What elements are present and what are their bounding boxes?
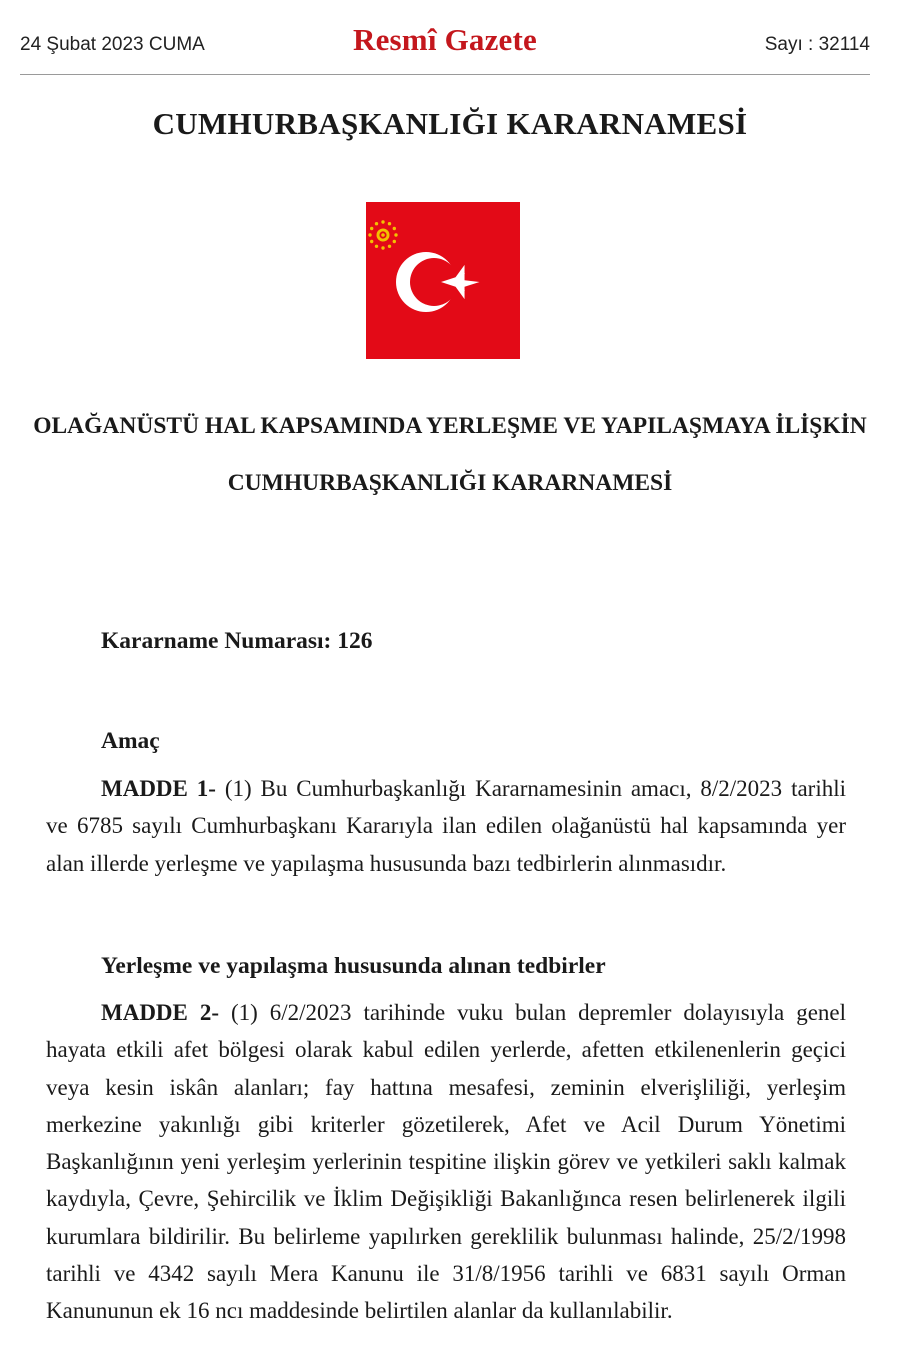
article-1	[46, 770, 846, 882]
publication-date: 24 Şubat 2023 CUMA	[20, 34, 205, 55]
gazette-header	[20, 22, 870, 75]
article-1-label: MADDE 1-	[101, 776, 216, 801]
section-heading-measures: Yerleşme ve yapılaşma hususunda alınan tedbirler	[101, 953, 606, 979]
turkish-flag-icon	[366, 202, 520, 359]
decree-title-line-2: CUMHURBAŞKANLIĞI KARARNAMESİ	[227, 470, 673, 496]
decree-number: Kararname Numarası: 126	[101, 628, 373, 654]
issue-number: Sayı : 32114	[764, 34, 870, 55]
article-1-text: (1) Bu Cumhurbaşkanlığı Kararnamesinin amacı, 8/2/2023 tarihli ve 6785 sayılı Cumhurbaşkanı Kararıyla ilan edilen olağanüstü hal kapsamında yer alan illerde yerleşme ve yapılaşma hususunda bazı tedbirlerin alınmasıdır.	[46, 776, 846, 876]
article-2-text: (1) 6/2/2023 tarihinde vuku bulan depremler dolayısıyla genel hayata etkili afet bölgesi olarak kabul edilen yerlerde, afetten etkilenenlerin geçici veya kesin iskân alanları; fay hattına mesafesi, zeminin elverişliliği, yerleşim merkezine yakınlığı gibi kriterler gözetilerek, Afet ve Acil Durum Yönetimi Başkanlığının yeni yerleşim yerlerinin tespitine ilişkin görev ve yetkileri saklı kalmak kaydıyla, Çevre, Şehircilik ve İklim Değişikliği Bakanlığınca resen belirlenerek ilgili kurumlara bildirilir. Bu belirleme yapılırken gereklilik bulunması halinde, 25/2/1998 tarihli ve 4342 sayılı Mera Kanunu ile 31/8/1956 tarihli ve 6831 sayılı Orman Kanununun ek 16 ncı maddesinde belirtilen alanlar da kullanılabilir.	[46, 1000, 847, 1324]
document-type-heading: CUMHURBAŞKANLIĞI KARARNAMESİ	[152, 106, 748, 141]
article-2-label: MADDE 2-	[101, 1000, 219, 1025]
article-2	[46, 994, 846, 1330]
section-heading-purpose: Amaç	[101, 728, 160, 754]
decree-title-line-1: OLAĞANÜSTÜ HAL KAPSAMINDA YERLEŞME VE YAPILAŞMAYA İLİŞKİN	[33, 413, 867, 439]
gazette-name: Resmî Gazete	[352, 22, 537, 57]
